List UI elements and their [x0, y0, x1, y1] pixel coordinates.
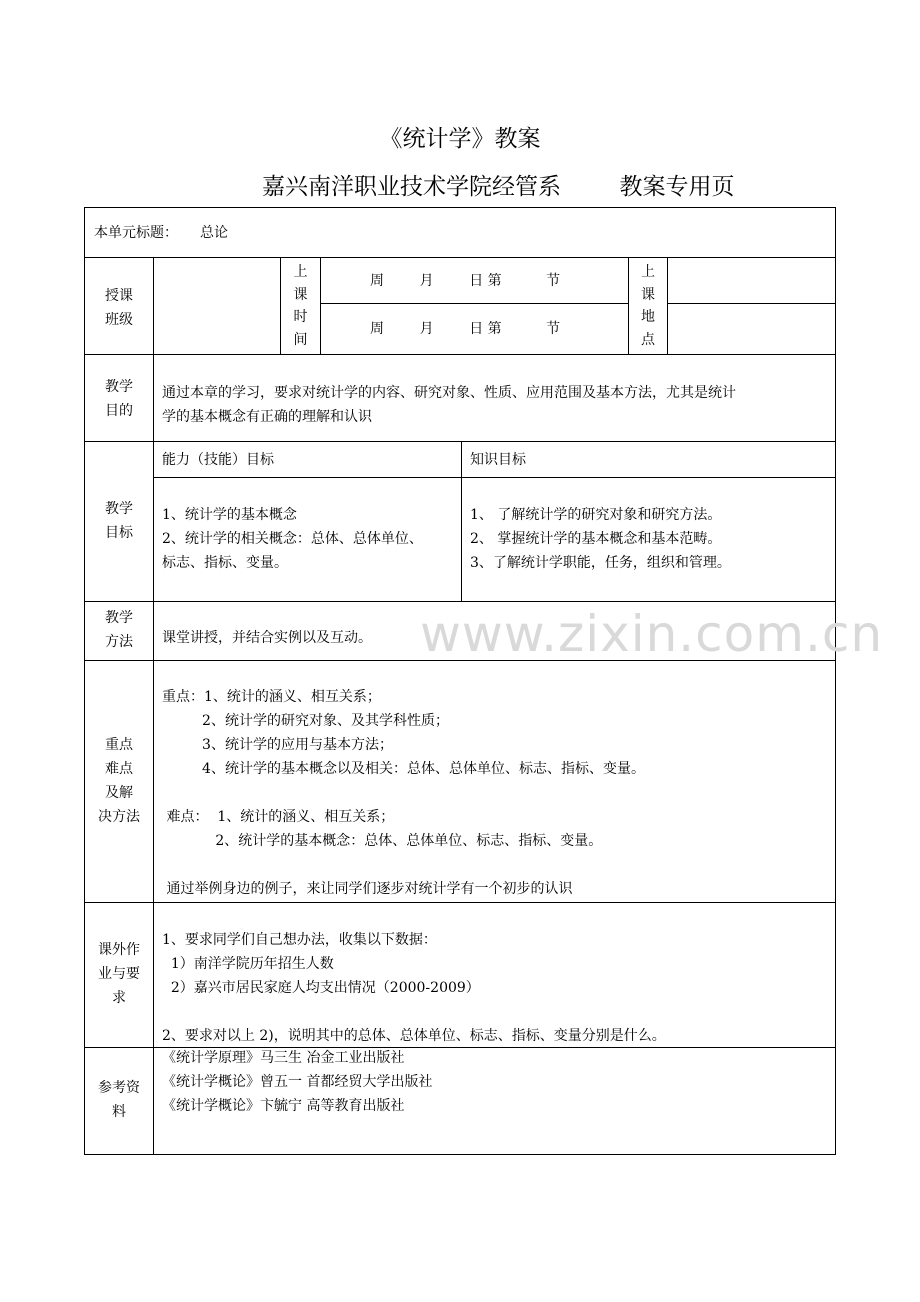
class-time-row-1: 周 月 日 第 节: [370, 273, 561, 289]
class-time-row-2: 周 月 日 第 节: [370, 321, 561, 337]
unit-title-label: 本单元标题：: [94, 225, 178, 241]
references-label: 参考资 料: [98, 1080, 140, 1120]
document-title: 《统计学》教案: [379, 126, 541, 152]
class-time-label: 上 课 时 间: [293, 264, 308, 348]
key-points-label: 重点 难点 及解 决方法: [98, 737, 140, 825]
homework-text: 1、要求同学们自己想办法，收集以下数据： 1）南洋学院历年招生人数 2）嘉兴市居民家庭人均支出情况（2000-2009） 2、要求对以上 2)，说明其中的总体、总体单位、标志、指标、变量分别是什么。: [162, 932, 666, 1044]
goal-label: 教学 目标: [105, 501, 133, 541]
unit-title-value: 总论: [200, 225, 228, 241]
key-points-text: 重点：1、统计的涵义、相互关系； 2、统计学的研究对象、及其学科性质； 3、统计学的应用与基本方法； 4、统计学的基本概念以及相关：总体、总体单位、标志、指标、变量。 难点： 1、统计的涵义、相互关系； 2、统计学的基本概念：总体、总体单位、标志、指标、变量。 通过举例身边的例子，来让同学们逐步对统计学有一个初步的认识: [162, 689, 645, 897]
class-label: 授课 班级: [105, 288, 133, 328]
document-subtitle: 嘉兴南洋职业技术学院经管系 教案专用页: [262, 174, 735, 200]
method-label: 教学 方法: [105, 610, 133, 650]
knowledge-goal-header: 知识目标: [470, 452, 526, 468]
watermark: www.zixin.com.cn: [420, 605, 884, 663]
ability-goal-text: 1、统计学的基本概念 2、统计学的相关概念：总体、总体单位、 标志、指标、变量。: [162, 507, 423, 571]
purpose-label: 教学 目的: [105, 379, 133, 419]
ability-goal-header: 能力（技能）目标: [162, 452, 274, 468]
method-text: 课堂讲授，并结合实例以及互动。: [162, 630, 372, 646]
knowledge-goal-text: 1、 了解统计学的研究对象和研究方法。 2、 掌握统计学的基本概念和基本范畴。 3、了解统计学职能，任务，组织和管理。: [470, 507, 731, 571]
homework-label: 课外作 业与要 求: [98, 942, 140, 1006]
purpose-text: 通过本章的学习，要求对统计学的内容、研究对象、性质、应用范围及基本方法，尤其是统计 学的基本概念有正确的理解和认识: [162, 385, 736, 425]
references-text: 《统计学原理》马三生 冶金工业出版社 《统计学概论》曾五一 首都经贸大学出版社 《统计学概论》卞毓宁 高等教育出版社: [162, 1050, 433, 1114]
class-place-label: 上 课 地 点: [641, 264, 655, 348]
